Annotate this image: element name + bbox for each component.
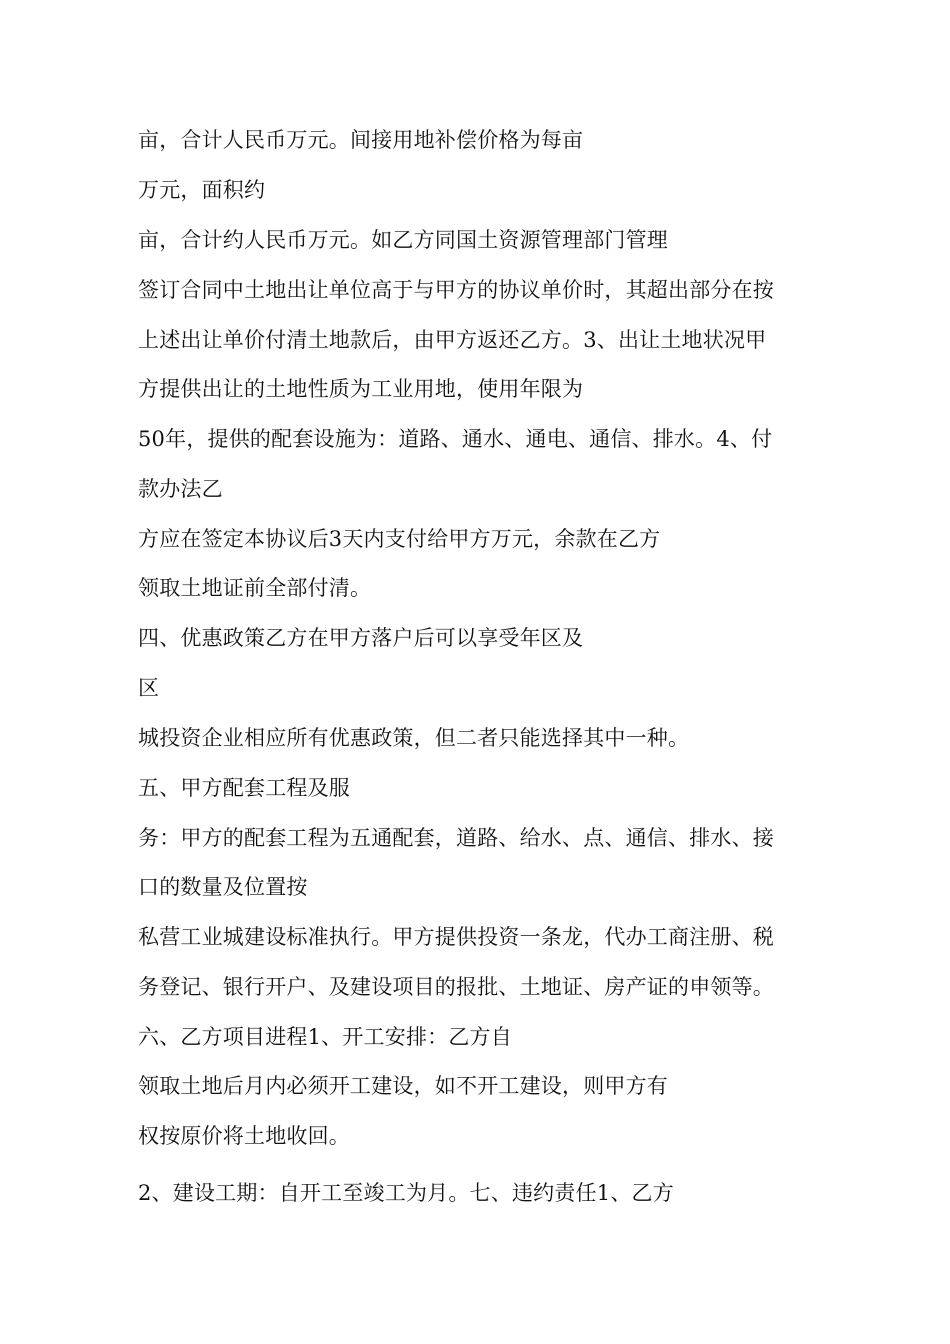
text-line: 亩，合计人民币万元。间接用地补偿价格为每亩 [138, 128, 584, 152]
text-line: 款办法乙 [138, 477, 223, 501]
text-line: 上述出让单价付清土地款后，由甲方返还乙方。3、出让土地状况甲 [138, 328, 767, 352]
text-line: 万元，面积约 [138, 178, 266, 202]
text-line: 2、建设工期：自开工至竣工为月。七、违约责任1、乙方 [138, 1181, 674, 1205]
text-line: 务：甲方的配套工程为五通配套，道路、给水、点、通信、排水、接 [138, 826, 774, 850]
text-line: 50年，提供的配套设施为：道路、通水、通电、通信、排水。4、付 [138, 427, 773, 451]
text-line: 签订合同中土地出让单位高于与甲方的协议单价时，其超出部分在按 [138, 278, 774, 302]
text-line: 务登记、银行开户、及建设项目的报批、土地证、房产证的申领等。 [138, 975, 774, 999]
text-line: 方应在签定本协议后3天内支付给甲方万元，余款在乙方 [138, 527, 661, 551]
text-line: 私营工业城建设标准执行。甲方提供投资一条龙，代办工商注册、税 [138, 925, 774, 949]
text-line: 领取土地后月内必须开工建设，如不开工建设，则甲方有 [138, 1074, 668, 1098]
text-line: 领取土地证前全部付清。 [138, 576, 372, 600]
text-line: 权按原价将土地收回。 [138, 1124, 350, 1148]
text-line: 四、优惠政策乙方在甲方落户后可以享受年区及 [138, 626, 584, 650]
text-line: 六、乙方项目进程1、开工安排：乙方自 [138, 1025, 512, 1049]
text-line: 区 [138, 676, 160, 700]
text-line: 方提供出让的土地性质为工业用地，使用年限为 [138, 377, 584, 401]
text-line: 亩，合计约人民币万元。如乙方同国土资源管理部门管理 [138, 228, 668, 252]
text-line: 口的数量及位置按 [138, 875, 308, 899]
text-line: 五、甲方配套工程及服 [138, 776, 350, 800]
text-line: 城投资企业相应所有优惠政策，但二者只能选择其中一种。 [138, 726, 690, 750]
